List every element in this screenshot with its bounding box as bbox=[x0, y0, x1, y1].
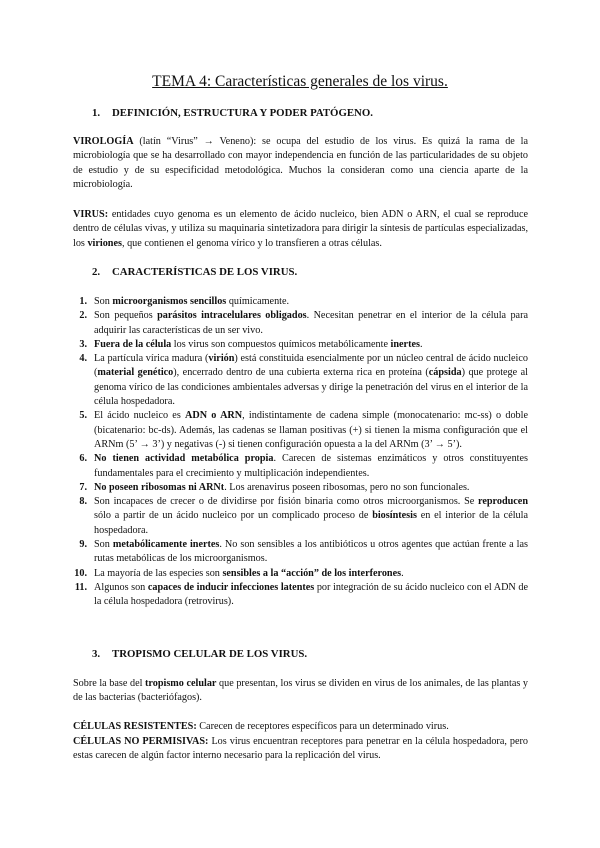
non-permissive-cells-paragraph: CÉLULAS NO PERMISIVAS: Los virus encuentran receptores para penetrar en la célula hospedadora, pero estas carecen de algún factor interno necesario para la replicación del virus. bbox=[73, 736, 528, 762]
tropismo-paragraph: Sobre la base del tropismo celular que presentan, los virus se dividen en virus de los animales, de las plantas y de las bacterias (bacteriófagos). bbox=[73, 678, 528, 704]
virus-definition-paragraph: VIRUS: entidades cuyo genoma es un elemento de ácido nucleico, bien ADN o ARN, el cual se reproduce dentro de células vivas, y utiliza su maquinaria sintetizadora para dirigir la síntesis de partículas especializadas, los viriones, que contienen el genoma vírico y lo transfieren a otras células. bbox=[73, 209, 528, 249]
resistant-cells-paragraph: CÉLULAS RESISTENTES: Carecen de receptores específicos para un determinado virus. bbox=[73, 721, 449, 732]
list-item: 10. La mayoría de las especies son sensibles a la “acción” de los interferones. bbox=[74, 567, 404, 579]
virologia-paragraph: VIROLOGÍA (latín “Virus” → Veneno): se ocupa del estudio de los virus. Es quizá la rama de la microbiología que se ha desarrollado con mayor independencia en función de las particularidades de su objeto de estudio y de su especificidad metodológica. Muchos la consideran como una ciencia aparte de la microbiología. bbox=[73, 136, 528, 190]
list-item: 11. Algunos son capaces de inducir infecciones latentes por integración de su ácido nucleico con el ADN de la célula hospedadora (retrovirus). bbox=[74, 581, 528, 608]
section-heading-2: 2. CARACTERÍSTICAS DE LOS VIRUS. bbox=[92, 266, 298, 278]
list-item: 9. Son metabólicamente inertes. No son sensibles a los antibióticos u otros agentes que actúan frente a las rutas metabólicas de los microorganismos. bbox=[79, 539, 528, 565]
list-item: 5. El ácido nucleico es ADN o ARN, indistintamente de cadena simple (monocatenario: mc-ss) o doble (bicatenario: bc-ds). Además, las cadenas se llaman positivas (+) si tienen la misma configuración que el ARNm (5’ → 3’) y negativas (-) si tienen configuración opuesta a la del ARNm (3’ → 5’). bbox=[79, 410, 528, 450]
characteristics-list bbox=[73, 295, 528, 610]
list-item: 2. Son pequeños parásitos intracelulares obligados. Necesitan penetrar en el interior de la célula para adquirir las características de un ser vivo. bbox=[79, 310, 528, 336]
list-item: 7. No poseen ribosomas ni ARNt. Los arenavirus poseen ribosomas, pero no son funcionales. bbox=[79, 481, 470, 493]
list-item: 8. Son incapaces de crecer o de dividirse por fisión binaria como otros microorganismos. Se reproducen sólo a partir de un ácido nucleico por un complicado proceso de biosíntesis en el interior de la célula hospedadora. bbox=[79, 496, 528, 536]
list-item: 3. Fuera de la célula los virus son compuestos químicos metabólicamente inertes. bbox=[79, 338, 423, 350]
list-item: 4. La partícula vírica madura (virión) está constituida esencialmente por un núcleo central de ácido nucleico (material genético), encerrado dentro de una cubierta externa rica en proteína (cápsida) que protege al genoma vírico de las condiciones ambientales adversas y dirige la penetración del virus en el interior de la célula hospedadora. bbox=[79, 353, 529, 408]
list-item: 1. Son microorganismos sencillos químicamente. bbox=[79, 296, 290, 307]
section-heading-3: 3. TROPISMO CELULAR DE LOS VIRUS. bbox=[92, 648, 308, 660]
section-heading-1: 1. DEFINICIÓN, ESTRUCTURA Y PODER PATÓGENO. bbox=[92, 107, 373, 119]
list-item: 6. No tienen actividad metabólica propia. Carecen de sistemas enzimáticos y otros constituyentes fundamentales para el crecimiento y multiplicación independientes. bbox=[79, 453, 528, 479]
page-title: TEMA 4: Características generales de los virus. bbox=[152, 73, 448, 90]
